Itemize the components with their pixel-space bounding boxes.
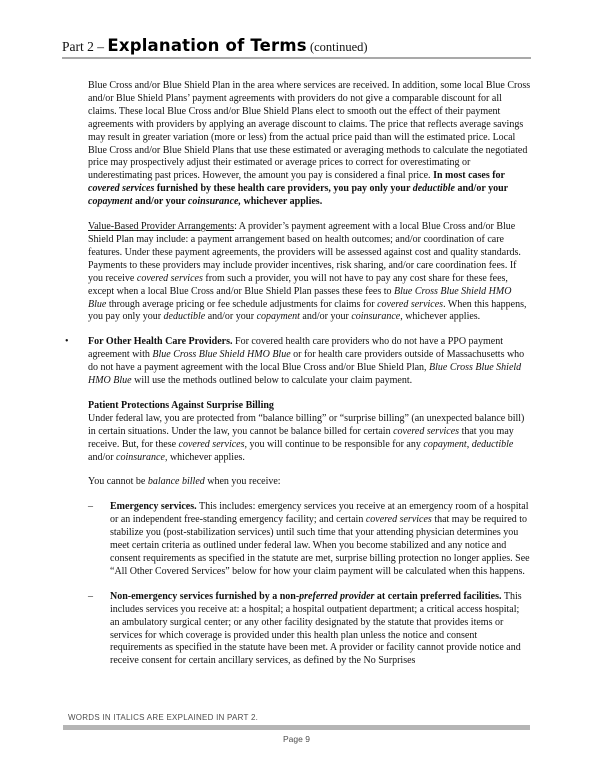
bullet-marker: • xyxy=(65,335,69,347)
paragraph-value-based: Value-Based Provider Arrangements: A provider’s payment agreement with a local Blue Cross and/or Blue Shield Plan may include: a payment arrangement based on health outcomes; and/or coordination of care features. Under these payment agreements, the providers will be assessed against cost and quality standards. Payments to these providers may include provider incentives, risk sharing, and/or care coordination fees. If you receive covered services from such a provider, you will not have to pay any cost share for these fees, except when a local Blue Cross and/or Blue Shield Plan passes these fees to Blue Cross Blue Shield HMO Blue through average pricing or fee schedule adjustments for claims for covered services. When this happens, you pay only your deductible and/or your copayment and/or your coinsurance, whichever applies. xyxy=(88,221,527,323)
paragraph-pricing: Blue Cross and/or Blue Shield Plan in the area where services are received. In addition, some local Blue Cross and/or Blue Shield Plans’ payment agreements with providers do not give a comparable discount for all claims. These local Blue Cross and/or Blue Shield Plans elect to smooth out the effect of their payment agreements with providers by applying an average discount to claims. The price that reflects average savings may result in greater variation (more or less) from the actual price paid than will the estimated price. Local Blue Cross and/or Blue Shield Plans that use these estimated or averaging methods to calculate the negotiated price may prospectively adjust their estimated or average prices to correct for overestimating or underestimating past prices. However, the amount you pay is considered a final price. In most cases for covered services furnished by these health care providers, you pay only your deductible and/or your copayment and/or your coinsurance, whichever applies. xyxy=(88,80,531,208)
section-heading-surprise-billing: Patient Protections Against Surprise Billing xyxy=(88,399,274,411)
dash-item-non-emergency-services xyxy=(88,591,531,668)
dash-paragraph: Non-emergency services furnished by a non-preferred provider at certain preferred facilities. This includes services you receive at: a hospital; a hospital outpatient department; a critical access hospital; an ambulatory surgical center; or any other facility designated by the statute that provides items or services for which coverage is provided under this health plan unless the notice and consent requirements as specified in the statute have been met. A provider or facility cannot provide notice and receive consent for certain ancillary services, as defined by the No Surprises xyxy=(110,590,522,667)
bullet-item-other-providers xyxy=(65,335,531,388)
footer-divider xyxy=(63,725,530,730)
page-number: Page 9 xyxy=(283,734,310,744)
dash-marker: – xyxy=(88,590,93,602)
bullet-paragraph: For Other Health Care Providers. For covered health care providers who do not have a PPO payment agreement with Blue Cross Blue Shield HMO Blue or for health care providers outside of Massachusetts who do not have a payment agreement with the local Blue Cross and/or Blue Shield Plan, Blue Cross Blue Shield HMO Blue will use the methods outlined below to calculate your claim payment. xyxy=(88,336,525,387)
part-label: Part 2 – xyxy=(62,39,108,54)
header-divider xyxy=(62,57,531,59)
paragraph-cannot-be-balance-billed: You cannot be balance billed when you receive: xyxy=(88,476,281,488)
paragraph-surprise-billing: Under federal law, you are protected from “balance billing” or “surprise billing” (an unexpected balance bill) in certain situations. Under the law, you cannot be balance billed for certain covered services that you may receive. But, for these covered services, you will continue to be responsible for any copayment, deductible and/or coinsurance, whichever applies. xyxy=(88,412,525,463)
dash-paragraph: Emergency services. This includes: emergency services you receive at an emergency room of a hospital or an independent free-standing emergency facility; and certain covered services that may be required to stabilize you (post-stabilization services) until such time that your attending physician determines you meet certain criteria as outlined under federal law. When you become stabilized and any notice and consent requirements as specified in the statute are met, surprise billing protection no longer applies. See “All Other Covered Services” below for how your claim payment will be calculated when this happens. xyxy=(110,501,530,577)
page-header xyxy=(62,36,532,56)
dash-item-emergency-services xyxy=(88,501,531,578)
page-title: Explanation of Terms xyxy=(107,36,307,55)
dash-marker: – xyxy=(88,501,93,513)
continued-label: (continued) xyxy=(306,40,368,54)
document-body xyxy=(65,80,531,668)
footer-note: WORDS IN ITALICS ARE EXPLAINED IN PART 2. xyxy=(68,713,259,722)
